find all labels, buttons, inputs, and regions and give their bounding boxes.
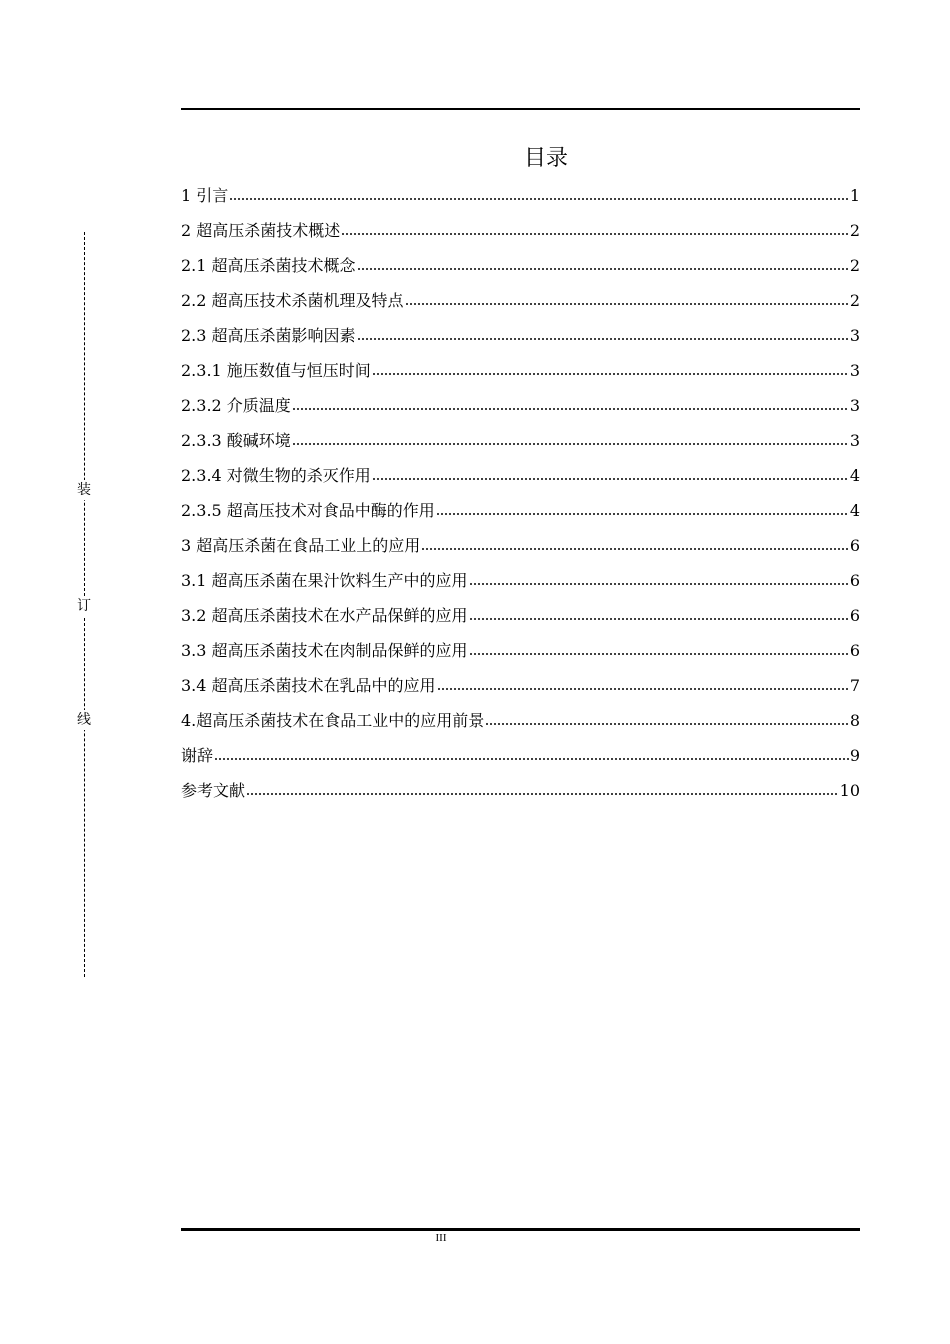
toc-entry[interactable] — [181, 429, 860, 464]
toc-entry-label: 2.3 超高压杀菌影响因素 — [181, 326, 356, 345]
toc-entry-page: 2 — [849, 221, 860, 240]
toc-entry[interactable] — [181, 254, 860, 289]
toc-entry[interactable] — [181, 744, 860, 779]
page-number: III — [435, 1232, 447, 1244]
toc-entry-label: 2 超高压杀菌技术概述 — [181, 221, 341, 240]
toc-entry-label: 2.3.3 酸碱环境 — [181, 431, 291, 450]
toc-dot-leader — [246, 793, 839, 795]
toc-entry[interactable] — [181, 569, 860, 604]
toc-dot-leader — [229, 198, 849, 200]
toc-entry-label: 3.1 超高压杀菌在果汁饮料生产中的应用 — [181, 571, 468, 590]
toc-entry-page: 2 — [849, 291, 860, 310]
toc-entry[interactable] — [181, 604, 860, 639]
toc-dot-leader — [292, 443, 849, 445]
toc-entry-label: 2.3.5 超高压技术对食品中酶的作用 — [181, 501, 435, 520]
toc-dot-leader — [437, 688, 849, 690]
toc-entry-label: 2.2 超高压技术杀菌机理及特点 — [181, 291, 404, 310]
toc-entry[interactable] — [181, 499, 860, 534]
binding-char-ding: 订 — [72, 596, 96, 616]
toc-entry-page: 9 — [849, 746, 860, 765]
toc-entry[interactable] — [181, 394, 860, 429]
toc-entry-label: 3.2 超高压杀菌技术在水产品保鲜的应用 — [181, 606, 468, 625]
toc-entry-label: 1 引言 — [181, 186, 229, 205]
toc-entry[interactable] — [181, 674, 860, 709]
toc-dot-leader — [357, 338, 849, 340]
header-rule — [181, 108, 860, 110]
toc-entry-label: 2.3.4 对微生物的杀灭作用 — [181, 466, 371, 485]
toc-entry-label: 2.1 超高压杀菌技术概念 — [181, 256, 356, 275]
toc-entry-label: 2.3.2 介质温度 — [181, 396, 291, 415]
toc-entry[interactable] — [181, 359, 860, 394]
toc-title: 目录 — [523, 146, 568, 171]
toc-entry[interactable] — [181, 289, 860, 324]
toc-entry-page: 6 — [849, 536, 860, 555]
toc-dot-leader — [436, 513, 849, 515]
binding-char-xian: 线 — [72, 710, 96, 730]
toc-entry-page: 8 — [849, 711, 860, 730]
toc-entry-page: 6 — [849, 571, 860, 590]
toc-dot-leader — [214, 758, 849, 760]
toc-entry-label: 3.3 超高压杀菌技术在肉制品保鲜的应用 — [181, 641, 468, 660]
toc-entry-label: 3 超高压杀菌在食品工业上的应用 — [181, 536, 421, 555]
table-of-contents — [181, 184, 860, 814]
toc-entry-label: 谢辞 — [181, 746, 214, 765]
toc-entry-page: 2 — [849, 256, 860, 275]
toc-entry-page: 3 — [849, 361, 860, 380]
toc-entry[interactable] — [181, 534, 860, 569]
toc-entry-page: 4 — [849, 501, 860, 520]
toc-entry-page: 1 — [849, 186, 860, 205]
toc-entry[interactable] — [181, 184, 860, 219]
toc-entry-page: 3 — [849, 431, 860, 450]
toc-dot-leader — [292, 408, 849, 410]
toc-entry-page: 3 — [849, 396, 860, 415]
toc-dot-leader — [372, 373, 849, 375]
toc-dot-leader — [469, 583, 849, 585]
toc-entry-page: 4 — [849, 466, 860, 485]
toc-entry-page: 10 — [839, 781, 860, 800]
toc-entry-label: 4.超高压杀菌技术在食品工业中的应用前景 — [181, 711, 485, 730]
toc-entry[interactable] — [181, 219, 860, 254]
toc-dot-leader — [405, 303, 849, 305]
toc-entry[interactable] — [181, 779, 860, 814]
toc-entry-label: 2.3.1 施压数值与恒压时间 — [181, 361, 371, 380]
toc-entry-label: 参考文献 — [181, 781, 246, 800]
toc-dot-leader — [421, 548, 849, 550]
toc-entry[interactable] — [181, 709, 860, 744]
toc-entry-page: 7 — [849, 676, 860, 695]
binding-char-zhuang: 装 — [72, 480, 96, 500]
toc-entry[interactable] — [181, 324, 860, 359]
toc-dot-leader — [469, 618, 849, 620]
toc-dot-leader — [372, 478, 849, 480]
toc-entry-page: 6 — [849, 606, 860, 625]
toc-dot-leader — [357, 268, 849, 270]
toc-entry[interactable] — [181, 464, 860, 499]
toc-dot-leader — [485, 723, 849, 725]
toc-entry-page: 3 — [849, 326, 860, 345]
toc-entry[interactable] — [181, 639, 860, 674]
toc-dot-leader — [341, 233, 849, 235]
toc-dot-leader — [469, 653, 849, 655]
toc-entry-label: 3.4 超高压杀菌技术在乳品中的应用 — [181, 676, 436, 695]
toc-entry-page: 6 — [849, 641, 860, 660]
